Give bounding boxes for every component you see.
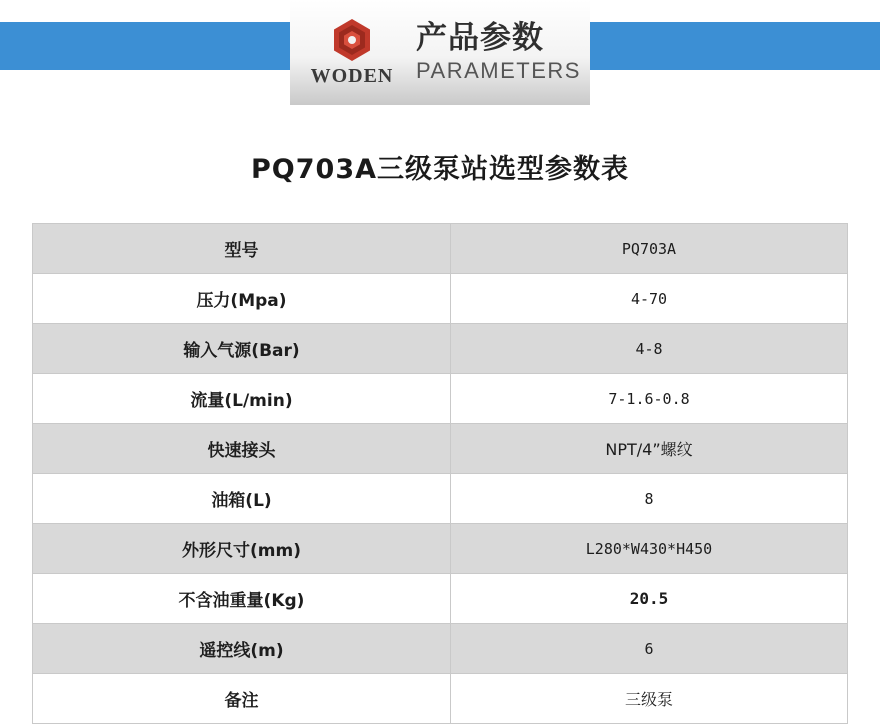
row-label: 遥控线(m) <box>33 624 451 674</box>
row-value: 7-1.6-0.8 <box>451 374 848 424</box>
row-value: PQ703A <box>451 224 848 274</box>
table-row <box>33 624 848 674</box>
banner-title-cn: 产品参数 <box>416 19 544 56</box>
page-header-banner <box>0 0 880 105</box>
row-value: 三级泵 <box>451 674 848 724</box>
banner-plate <box>290 0 590 105</box>
row-value: 4-8 <box>451 324 848 374</box>
table-row <box>33 374 848 424</box>
row-label: 备注 <box>33 674 451 724</box>
table-row <box>33 674 848 724</box>
spec-table <box>32 223 848 724</box>
table-row <box>33 224 848 274</box>
row-value: 20.5 <box>451 574 848 624</box>
brand-logo <box>290 0 408 105</box>
row-label: 流量(L/min) <box>33 374 451 424</box>
row-label: 压力(Mpa) <box>33 274 451 324</box>
table-row <box>33 274 848 324</box>
table-row <box>33 574 848 624</box>
table-row <box>33 474 848 524</box>
table-row <box>33 524 848 574</box>
row-label: 型号 <box>33 224 451 274</box>
row-value: L280*W430*H450 <box>451 524 848 574</box>
row-value: 8 <box>451 474 848 524</box>
row-label: 油箱(L) <box>33 474 451 524</box>
row-value: 6 <box>451 624 848 674</box>
banner-title-en: PARAMETERS <box>416 57 581 83</box>
table-row <box>33 424 848 474</box>
row-value: NPT/4”螺纹 <box>451 424 848 474</box>
brand-name: WODEN <box>310 65 394 87</box>
page-title: PQ703A三级泵站选型参数表 <box>251 154 629 185</box>
banner-title-block <box>408 21 581 84</box>
table-row <box>33 324 848 374</box>
row-value: 4-70 <box>451 274 848 324</box>
row-label: 外形尺寸(mm) <box>33 524 451 574</box>
row-label: 不含油重量(Kg) <box>33 574 451 624</box>
hexagon-logo-icon <box>329 17 375 63</box>
row-label: 输入气源(Bar) <box>33 324 451 374</box>
row-label: 快速接头 <box>33 424 451 474</box>
spec-table-wrap <box>32 223 848 724</box>
